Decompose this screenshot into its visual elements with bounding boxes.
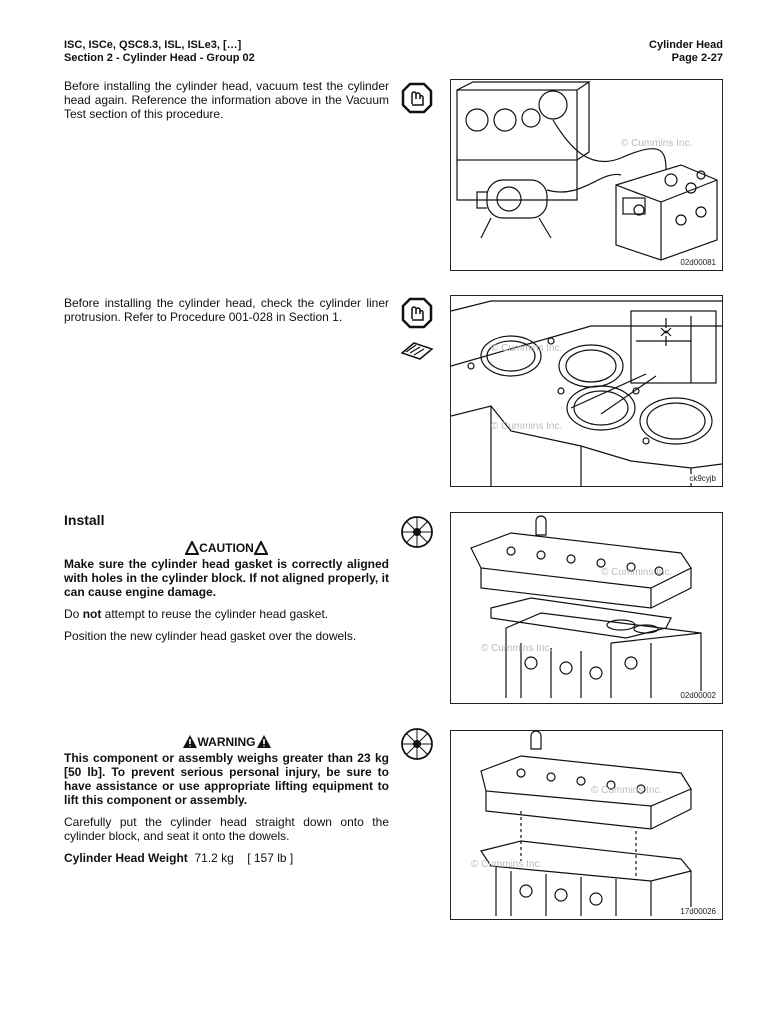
warning-label: WARNING: [197, 735, 256, 749]
figure-id: 17d00026: [680, 907, 716, 916]
header-page: Page 2-27: [671, 52, 723, 64]
watermark-text: © Cummins Inc.: [481, 643, 553, 654]
reuse-rest: attempt to reuse the cylinder head gasket.: [101, 607, 329, 621]
reuse-gasket-text: [64, 607, 389, 621]
watermark-text: © Cummins Inc.: [591, 785, 663, 796]
figure-liner-protrusion: [450, 295, 723, 487]
warning-heading: [64, 734, 389, 749]
watermark-text: © Cummins Inc.: [471, 859, 543, 870]
weight-label: Cylinder Head Weight: [64, 851, 188, 865]
figure-lower-head: [450, 730, 723, 920]
watermark-text: © Cummins Inc.: [621, 138, 693, 149]
figure-id: 02d00002: [680, 691, 716, 700]
warning-triangle-icon: [256, 734, 272, 749]
figure-id: ck9cyjb: [689, 474, 716, 483]
header-left: [64, 39, 255, 65]
caution-triangle-icon: [254, 541, 268, 555]
tool-wheel-icon: [400, 515, 434, 549]
caution-label: CAUTION: [199, 541, 254, 555]
warning-text: This component or assembly weighs greater than 23 kg [50 lb]. To prevent serious personal injury, be sure to have assistance or use appropriate lifting equipment to lift this component or assembly.: [64, 751, 389, 807]
reuse-do: Do: [64, 607, 83, 621]
caution-triangle-icon: [185, 541, 199, 555]
protrusion-paragraph: [64, 296, 389, 332]
watermark-text: © Cummins Inc.: [601, 567, 673, 578]
vacuum-paragraph: [64, 79, 389, 129]
vacuum-text: Before installing the cylinder head, vacuum test the cylinder head again. Reference the information above in the Vacuum Test section of this procedure.: [64, 79, 389, 121]
protrusion-text: Before installing the cylinder head, check the cylinder liner protrusion. Refer to Procedure 001-028 in Section 1.: [64, 296, 389, 324]
watermark-text: © Cummins Inc.: [491, 421, 563, 432]
header-section: Section 2 - Cylinder Head - Group 02: [64, 52, 255, 64]
header-right: [649, 39, 723, 65]
warning-triangle-icon: [182, 734, 198, 749]
weight-value: 71.2 kg: [194, 851, 234, 865]
weight-lb: [ 157 lb ]: [247, 851, 294, 865]
figure-id: 02d00081: [680, 258, 716, 267]
head-weight: [64, 851, 389, 865]
caution-block: [64, 541, 389, 651]
section-title: Install: [64, 512, 105, 528]
lower-head-text: Carefully put the cylinder head straight down onto the cylinder block, and seat it onto the dowels.: [64, 815, 389, 843]
reuse-not: not: [82, 607, 102, 621]
figure-vacuum-test: [450, 79, 723, 271]
position-gasket-text: Position the new cylinder head gasket over the dowels.: [64, 629, 357, 643]
warning-block: [64, 734, 389, 873]
caution-text: Make sure the cylinder head gasket is correctly aligned with holes in the cylinder block. If not aligned properly, it can cause engine damage.: [64, 557, 389, 599]
tool-wheel-icon: [400, 727, 434, 761]
repair-hand-icon: [400, 296, 434, 330]
watermark-text: © Cummins Inc.: [491, 343, 563, 354]
caution-heading: [64, 541, 389, 555]
header-models: ISC, ISCe, QSC8.3, ISL, ISLe3, […]: [64, 39, 242, 51]
header-title: Cylinder Head: [649, 39, 723, 51]
figure-head-gasket: [450, 512, 723, 704]
repair-hand-icon: [400, 81, 434, 115]
manual-reference-icon: [400, 339, 434, 361]
